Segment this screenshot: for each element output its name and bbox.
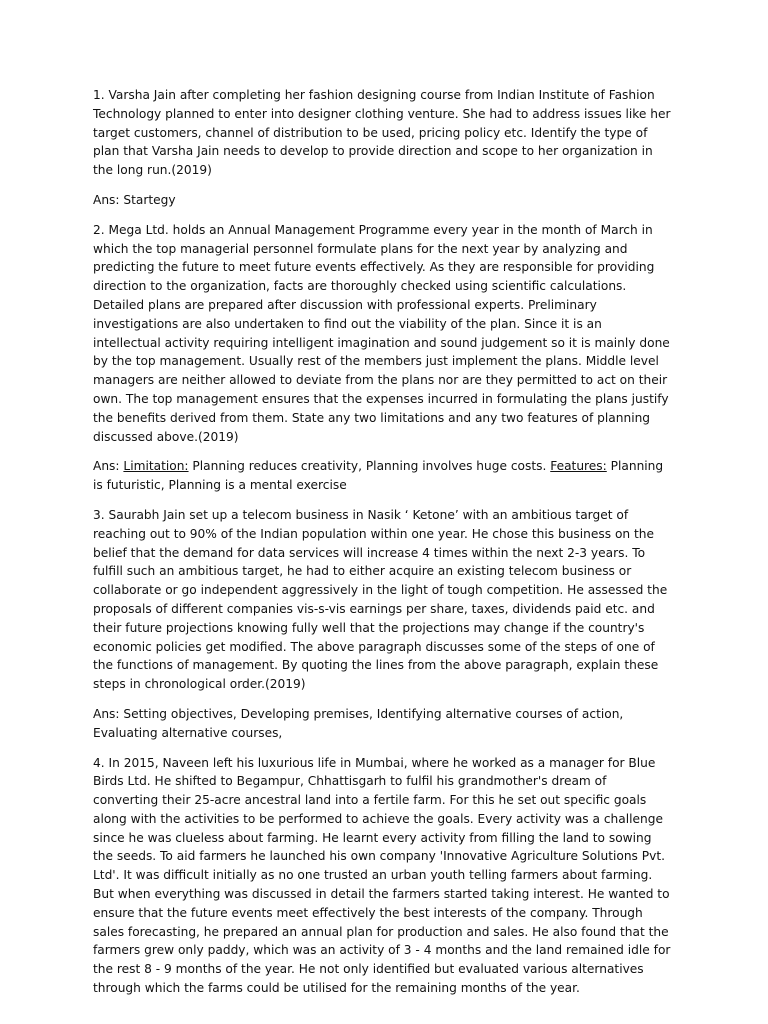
answer-2-prefix: Ans:: [93, 459, 124, 474]
features-text: Planning is futuristic, Planning is a mental exercise: [93, 459, 664, 493]
answer-3: Ans: Setting objectives, Developing premises, Identifying alternative courses of action, Evaluating alternative courses,: [93, 706, 624, 740]
question-3: 3. Saurabh Jain set up a telecom business in Nasik ‘ Ketone’ with an ambitious target of reaching out to 90% of the Indian population within one year. He chose this business on the belief that the demand for data services will increase 4 times within the next 2-3 years. To fulfill such an ambitious target, he had to either acquire an existing telecom business or collaborate or go independent aggressively in the light of tough competition. He assessed the proposals of different companies vis-s-vis earnings per share, taxes, dividends paid etc. and their future projections knowing fully well that the projections may change if the country's economic policies get modified. The above paragraph discusses some of the steps of one of the functions of management. By quoting the lines from the above paragraph, explain these steps in chronological order.(2019): [93, 507, 668, 692]
limitation-label: Limitation:: [123, 459, 189, 474]
question-2: 2. Mega Ltd. holds an Annual Management Programme every year in the month of March in which the top managerial personnel formulate plans for the next year by analyzing and predicting the future to meet future events effectively. As they are responsible for providing direction to the organization, facts are thoroughly checked using scientific calculations. Detailed plans are prepared after discussion with professional experts. Preliminary investigations are also undertaken to find out the viability of the plan. Since it is an intellectual activity requiring intelligent imagination and sound judgement so it is mainly done by the top management. Usually rest of the members just implement the plans. Middle level managers are neither allowed to deviate from the plans nor are they permitted to act on their own. The top management ensures that the expenses incurred in formulating the plans justify the benefits derived from them. State any two limitations and any two features of planning discussed above.(2019): [93, 222, 670, 444]
answer-2: [93, 457, 673, 495]
document-page: [93, 86, 673, 1009]
answer-1: Ans: Startegy: [93, 192, 176, 207]
features-label: Features:: [550, 459, 607, 474]
question-4: 4. In 2015, Naveen left his luxurious life in Mumbai, where he worked as a manager for Blue Birds Ltd. He shifted to Begampur, Chhattisgarh to fulfil his grandmother's dream of converting their 25-acre ancestral land into a fertile farm. For this he set out specific goals along with the activities to be performed to achieve the goals. Every activity was a challenge since he was clueless about farming. He learnt every activity from filling the land to sowing the seeds. To aid farmers he launched his own company 'Innovative Agriculture Solutions Pvt. Ltd'. It was difficult initially as no one trusted an urban youth telling farmers about farming. But when everything was discussed in detail the farmers started taking interest. He wanted to ensure that the future events meet effectively the best interests of the company. Through sales forecasting, he prepared an annual plan for production and sales. He also found that the farmers grew only paddy, which was an activity of 3 - 4 months and the land remained idle for the rest 8 - 9 months of the year. He not only identified but evaluated various alternatives through which the farms could be utilised for the remaining months of the year.: [93, 755, 671, 996]
limitation-text: Planning reduces creativity, Planning involves huge costs.: [188, 459, 551, 474]
question-1: 1. Varsha Jain after completing her fashion designing course from Indian Institute of Fashion Technology planned to enter into designer clothing venture. She had to address issues like her target customers, channel of distribution to be used, pricing policy etc. Identify the type of plan that Varsha Jain needs to develop to provide direction and scope to her organization in the long run.(2019): [93, 88, 671, 178]
